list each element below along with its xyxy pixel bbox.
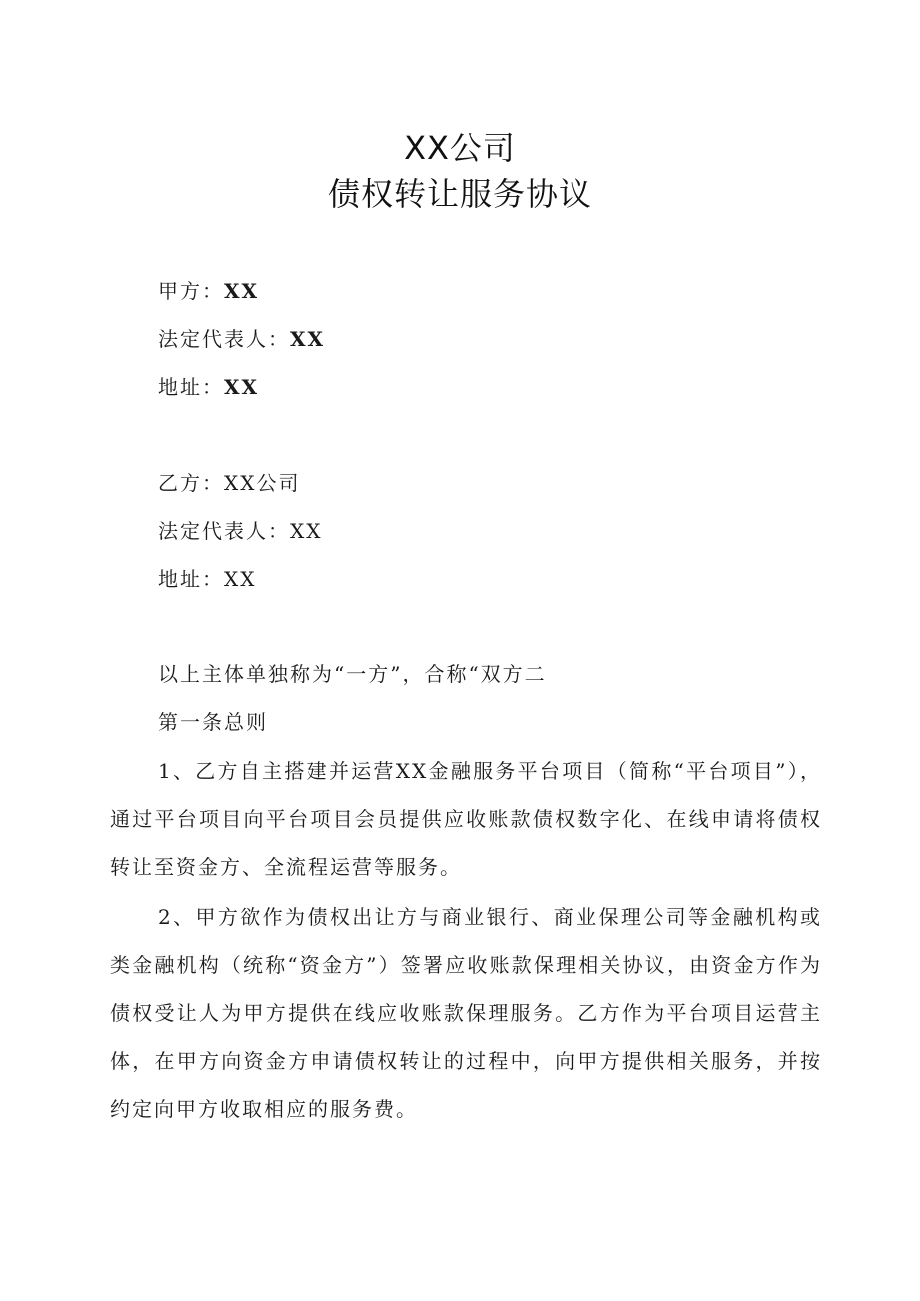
party-a-line — [158, 276, 259, 306]
intro-text: 以上主体单独称为“一方”，合称“双方二 — [158, 662, 547, 686]
party-a-address-value: XX — [224, 375, 260, 399]
party-b-rep-label: 法定代表人： — [158, 519, 290, 543]
section-title: 第一条总则 — [158, 710, 268, 734]
party-b-rep-value: XX — [290, 519, 323, 543]
party-b-address-value: XX — [224, 567, 257, 591]
party-a-value: XX — [224, 279, 260, 303]
party-a-rep-value: XX — [290, 327, 326, 351]
party-b-address-line — [158, 564, 256, 594]
party-b-address-label: 地址： — [158, 567, 224, 591]
party-a-rep-label: 法定代表人： — [158, 327, 290, 351]
party-a-address-line — [158, 372, 259, 402]
paragraph-2: 2、甲方欲作为债权出让方与商业银行、商业保理公司等金融机构或类金融机构（统称“资金方”）签署应收账款保理相关协议，由资金方作为债权受让人为甲方提供在线应收账款保理服务。乙方作为平台项目运营主体，在甲方向资金方申请债权转让的过程中，向甲方提供相关服务，并按约定向甲方收取相应的服务费。 — [110, 905, 822, 1121]
party-b-line — [158, 468, 300, 498]
party-a-address-label: 地址： — [158, 375, 224, 399]
document-company: XX公司 — [404, 129, 516, 167]
paragraph-1: 1、乙方自主搭建并运营XX金融服务平台项目（简称“平台项目”），通过平台项目向平台项目会员提供应收账款债权数字化、在线申请将债权转让至资金方、全流程运营等服务。 — [110, 759, 822, 879]
party-a-label: 甲方： — [158, 279, 224, 303]
party-a-rep-line — [158, 324, 325, 354]
party-b-value: XX公司 — [224, 471, 301, 495]
party-b-rep-line — [158, 516, 322, 546]
party-b-label: 乙方： — [158, 471, 224, 495]
document-title: 债权转让服务协议 — [327, 175, 592, 213]
